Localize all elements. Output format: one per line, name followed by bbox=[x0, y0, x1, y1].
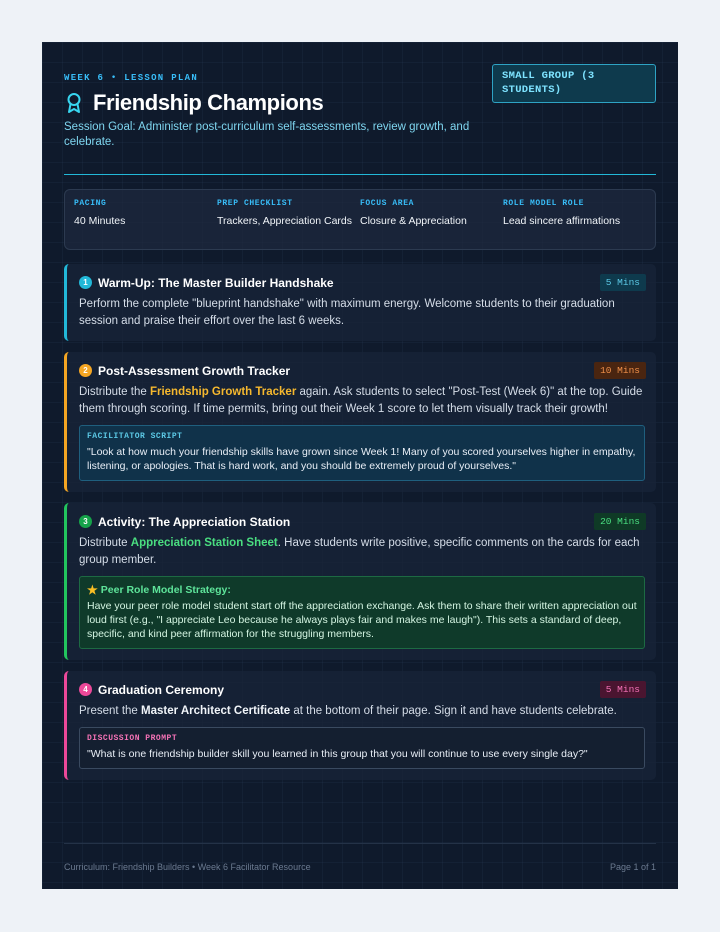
info-focus-area bbox=[360, 199, 503, 249]
page-title: Friendship Champions bbox=[93, 90, 324, 115]
section-title: Post-Assessment Growth Tracker bbox=[98, 363, 291, 378]
star-icon: ★ bbox=[87, 583, 98, 597]
box-text: "Look at how much your friendship skills have grown since Week 1! Many of you scored yourselves higher in empathy, listening, or apologies. That is hard work, and you should be extremely proud of yourselves." bbox=[87, 446, 636, 472]
box-label: DISCUSSION PROMPT bbox=[87, 734, 178, 743]
info-value: 40 Minutes bbox=[74, 215, 126, 227]
info-grid bbox=[64, 189, 656, 250]
section-title: Activity: The Appreciation Station bbox=[98, 514, 291, 529]
section-graduation bbox=[64, 671, 656, 780]
box-text: Have your peer role model student start off the appreciation exchange. Ask them to share their written appreciation out loud first (e.g., "I appreciate Leo because he always plays fair and makes me laugh"). This sets a standard of deep, specific, and kind peer affirmation for the struggling members. bbox=[87, 600, 637, 640]
section-growth-tracker bbox=[64, 352, 656, 492]
time-badge: 5 Mins bbox=[600, 681, 646, 698]
time-badge: 5 Mins bbox=[600, 274, 646, 291]
highlight-resource: Master Architect Certificate bbox=[141, 705, 291, 717]
section-appreciation-station bbox=[64, 503, 656, 660]
info-label: FOCUS AREA bbox=[360, 199, 415, 208]
box-label: FACILITATOR SCRIPT bbox=[87, 432, 183, 441]
lesson-plan-sheet bbox=[42, 42, 678, 889]
highlight-resource: Friendship Growth Tracker bbox=[149, 386, 297, 398]
info-label: ROLE MODEL ROLE bbox=[503, 199, 585, 208]
info-role-model-role bbox=[503, 199, 646, 249]
section-title: Graduation Ceremony bbox=[98, 682, 225, 697]
discussion-prompt-box bbox=[79, 727, 645, 769]
info-pacing bbox=[74, 199, 217, 249]
peer-strategy-box bbox=[79, 576, 645, 649]
session-goal: Session Goal: Administer post-curriculum self-assessments, review growth, and celebrate. bbox=[64, 121, 470, 148]
step-number: 3 bbox=[79, 515, 92, 528]
time-badge: 10 Mins bbox=[594, 362, 646, 379]
box-text: "What is one friendship builder skill you learned in this group that you will continue to use every single day?" bbox=[87, 748, 588, 760]
section-body: Distribute the Friendship Growth Tracker again. Ask students to select "Post-Test (Week 6)" at the top. Guide them through scoring. If time permits, bring out their Week 1 score to let them visually track their growth! bbox=[79, 386, 643, 415]
section-body: Perform the complete "blueprint handshake" with maximum energy. Welcome students to their graduation session and praise their effort over the last 6 weeks. bbox=[79, 298, 615, 327]
footer bbox=[64, 843, 656, 889]
award-ribbon-icon bbox=[64, 92, 84, 114]
section-title: Warm-Up: The Master Builder Handshake bbox=[98, 275, 334, 290]
section-warm-up bbox=[64, 264, 656, 341]
section-body: Present the Master Architect Certificate at the bottom of their page. Sign it and have students celebrate. bbox=[79, 705, 617, 717]
step-number: 1 bbox=[79, 276, 92, 289]
box-label: Peer Role Model Strategy: bbox=[100, 584, 231, 596]
info-prep-checklist bbox=[217, 199, 360, 249]
info-value: Closure & Appreciation bbox=[360, 215, 467, 227]
footer-curriculum: Curriculum: Friendship Builders • Week 6 Facilitator Resource bbox=[64, 861, 311, 872]
info-value: Lead sincere affirmations bbox=[503, 215, 621, 227]
section-body: Distribute Appreciation Station Sheet. Have students write positive, specific comments on the cards for each group member. bbox=[79, 537, 640, 566]
facilitator-script-box bbox=[79, 425, 645, 481]
page-number: Page 1 of 1 bbox=[609, 861, 656, 872]
step-number: 4 bbox=[79, 683, 92, 696]
info-value: Trackers, Appreciation Cards bbox=[217, 215, 352, 227]
group-size-badge: SMALL GROUP (3 STUDENTS) bbox=[492, 64, 656, 103]
info-label: PREP CHECKLIST bbox=[217, 199, 293, 208]
info-label: PACING bbox=[74, 199, 107, 208]
header bbox=[64, 64, 656, 175]
step-number: 2 bbox=[79, 364, 92, 377]
highlight-resource: Appreciation Station Sheet bbox=[130, 537, 278, 549]
week-kicker: WEEK 6 • LESSON PLAN bbox=[64, 73, 199, 83]
time-badge: 20 Mins bbox=[594, 513, 646, 530]
